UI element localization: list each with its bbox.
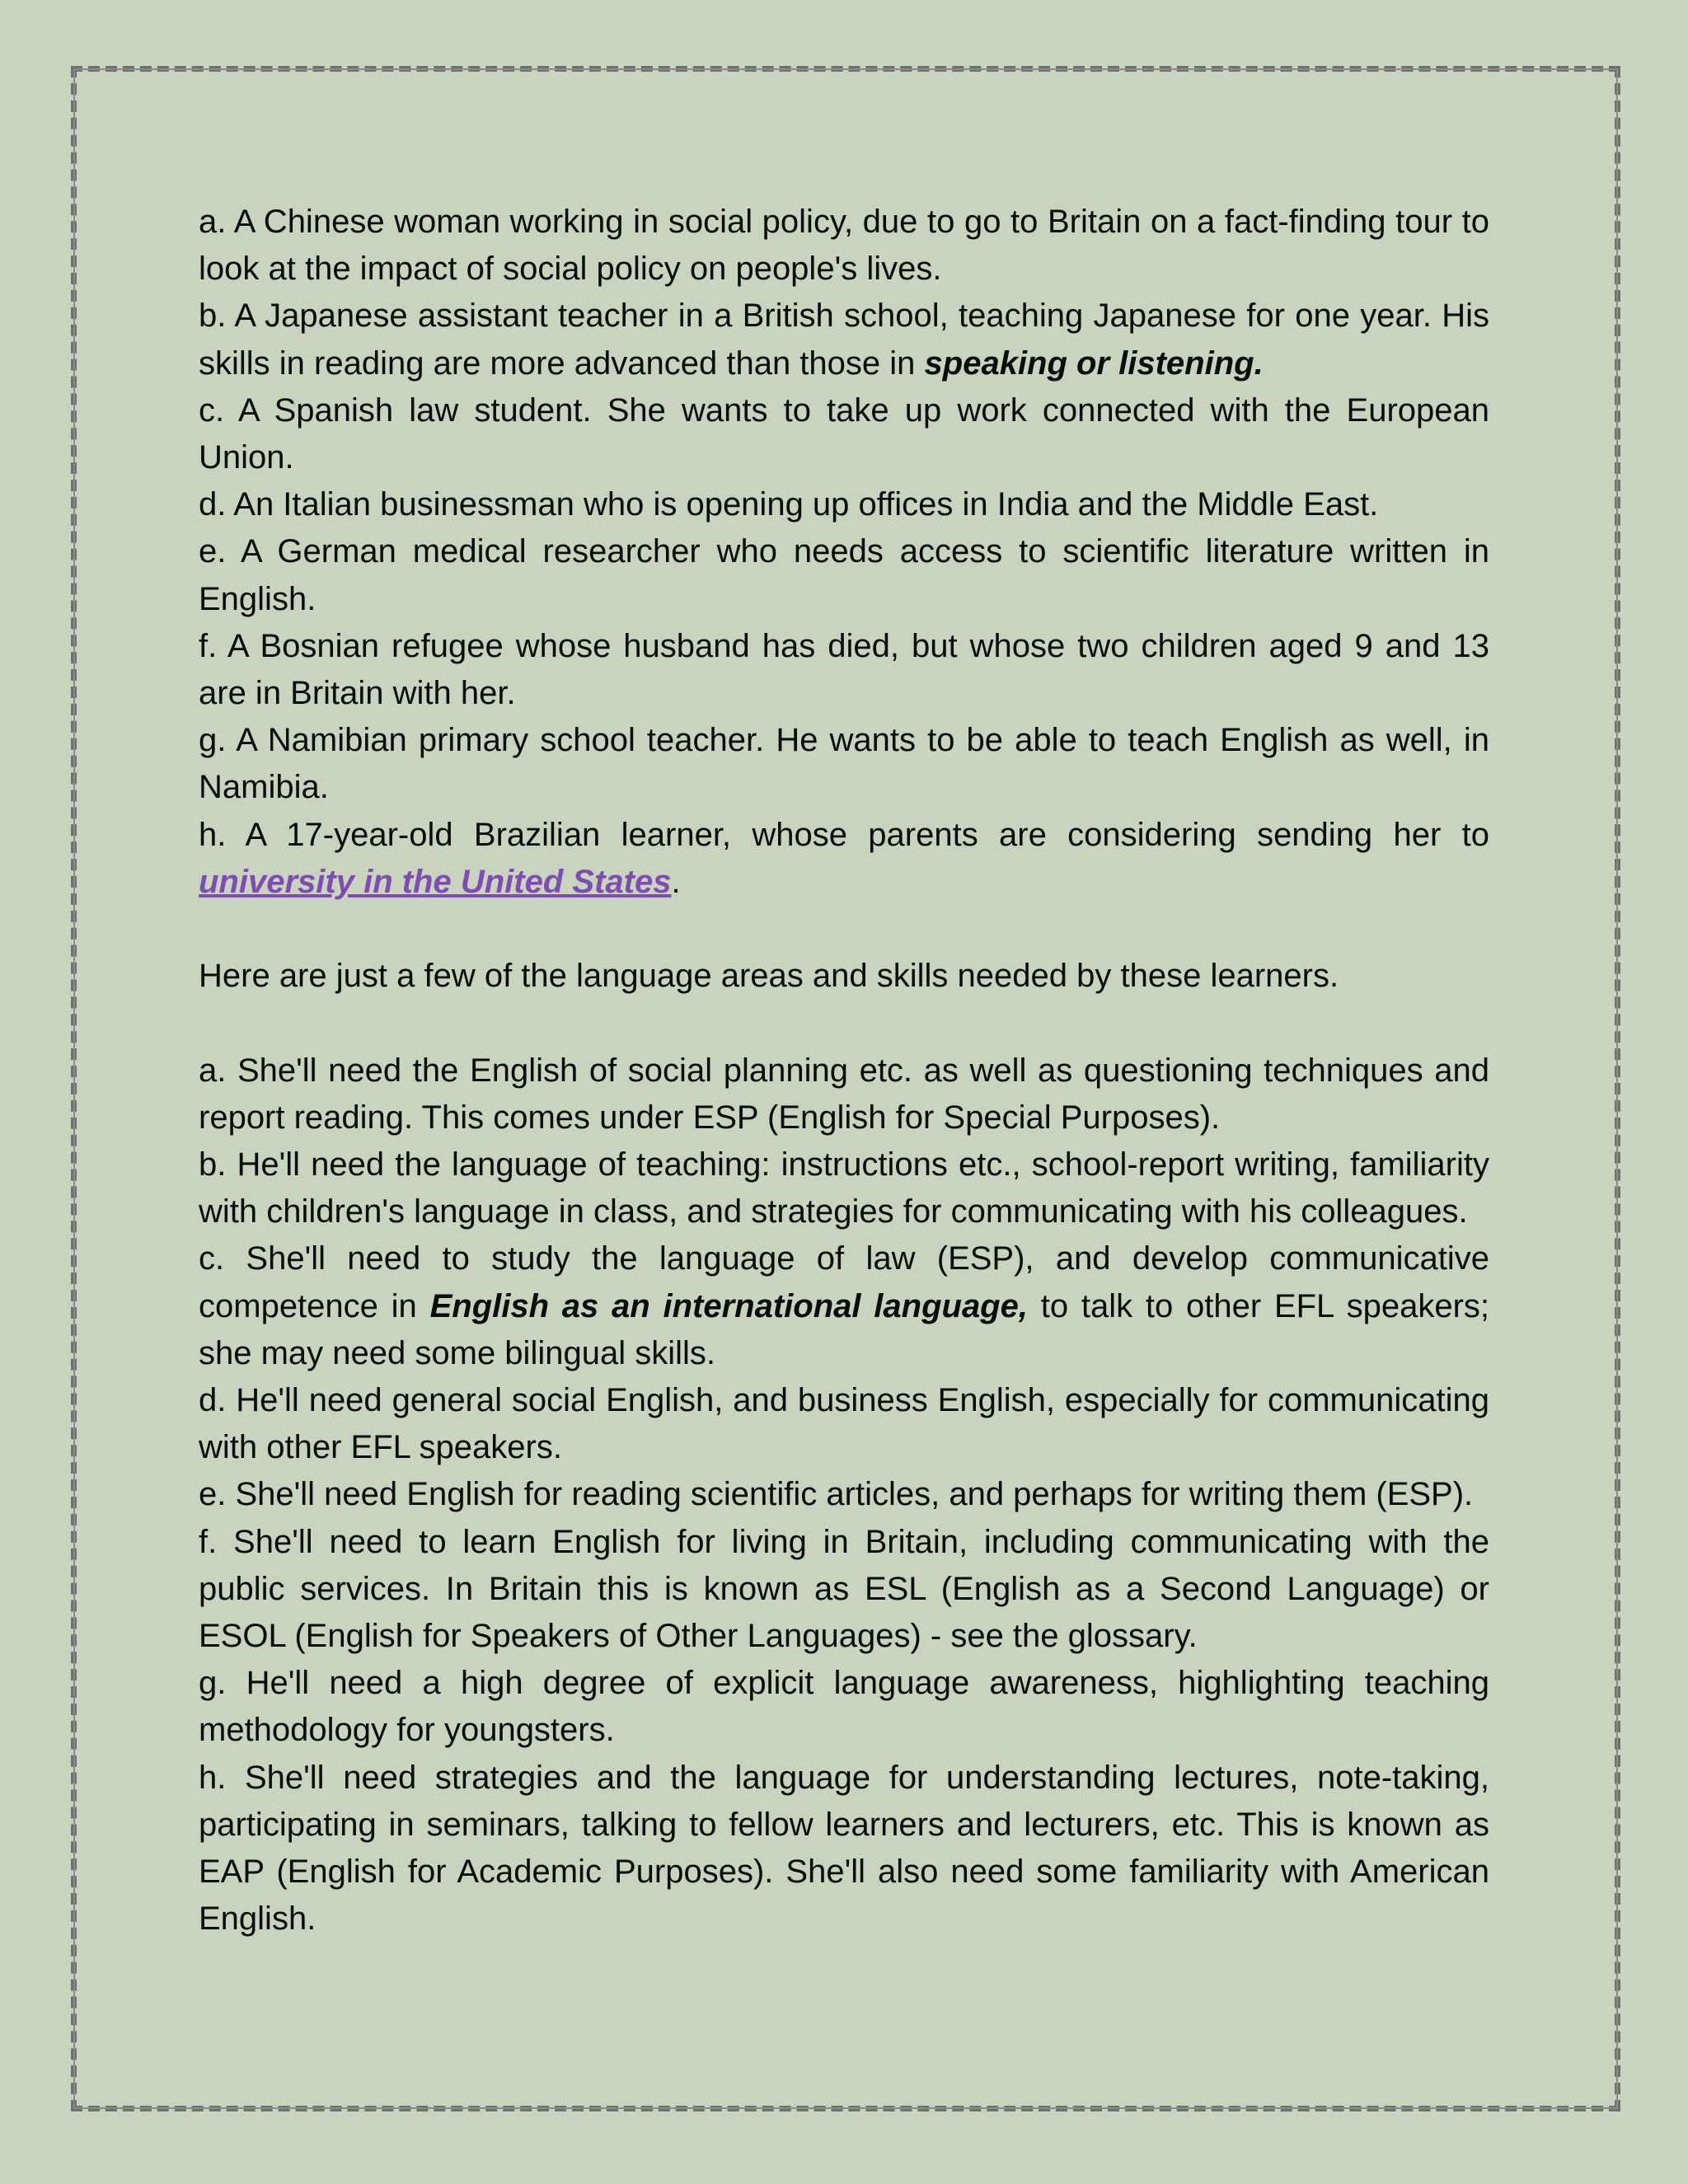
intro-paragraph: Here are just a few of the language areas and skills needed by these learners. — [199, 958, 1339, 995]
learner-h: h. A 17-year-old Brazilian learner, whose parents are considering sending her to university in the United States. — [199, 816, 1489, 900]
need-a: a. She'll need the English of social planning etc. as well as questioning techniques and report reading. This comes under ESP (English for Special Purposes). — [199, 1052, 1489, 1136]
document-body — [199, 199, 1489, 1943]
need-h: h. She'll need strategies and the language for understanding lectures, note-taking, participating in seminars, talking to fellow learners and lecturers, etc. This is known as EAP (English for Academic Purposes). She'll also need some familiarity with American English. — [199, 1759, 1489, 1938]
university-link[interactable]: university in the United States — [199, 863, 672, 900]
learner-c: c. A Spanish law student. She wants to take up work connected with the European Union. — [199, 391, 1489, 476]
need-d: d. He'll need general social English, and business English, especially for communicating with other EFL speakers. — [199, 1382, 1489, 1466]
need-f: f. She'll need to learn English for living in Britain, including communicating with the public services. In Britain this is known as ESL (English as a Second Language) or ESOL (English for Speakers of Other Languages) - see the glossary. — [199, 1523, 1489, 1655]
learner-f: f. A Bosnian refugee whose husband has died, but whose two children aged 9 and 13 are in Britain with her. — [199, 627, 1489, 712]
spacer — [199, 906, 1489, 953]
learner-e: e. A German medical researcher who needs access to scientific literature written in English. — [199, 533, 1489, 617]
learner-b: b. A Japanese assistant teacher in a British school, teaching Japanese for one year. His skills in reading are more advanced than those in speaking or listening. — [199, 298, 1489, 382]
emphasis-text: speaking or listening. — [924, 344, 1264, 382]
learner-g: g. A Namibian primary school teacher. He wants to be able to teach English as well, in Namibia. — [199, 722, 1489, 806]
need-g: g. He'll need a high degree of explicit language awareness, highlighting teaching methodology for youngsters. — [199, 1665, 1489, 1749]
spacer — [199, 1000, 1489, 1047]
learner-a: a. A Chinese woman working in social policy, due to go to Britain on a fact-finding tour to look at the impact of social policy on people's lives. — [199, 204, 1489, 288]
need-c: c. She'll need to study the language of law (ESP), and develop communicative competence in English as an international language, to talk to other EFL speakers; she may need some bilingual skills. — [199, 1240, 1490, 1371]
learner-d: d. An Italian businessman who is opening up offices in India and the Middle East. — [199, 486, 1379, 523]
need-b: b. He'll need the language of teaching: instructions etc., school-report writing, familiarity with children's language in class, and strategies for communicating with his colleagues. — [199, 1146, 1489, 1230]
emphasis-text: English as an international language, — [429, 1287, 1028, 1324]
need-e: e. She'll need English for reading scientific articles, and perhaps for writing them (ESP). — [199, 1476, 1474, 1513]
